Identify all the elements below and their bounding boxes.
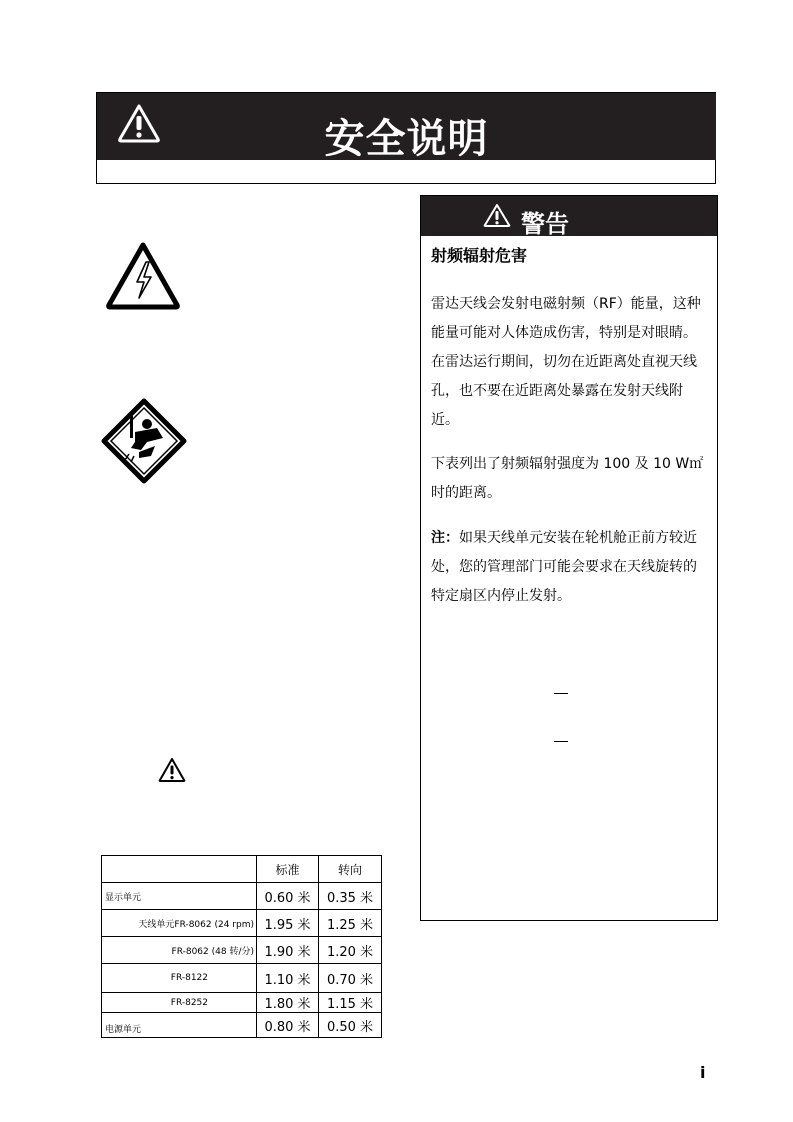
note-label: 注： <box>431 530 459 546</box>
page-title: 安全说明 <box>324 116 489 160</box>
divider-dash <box>554 741 568 742</box>
table-header-row <box>102 856 382 883</box>
warning-triangle-icon <box>483 203 511 228</box>
table-row <box>102 1013 382 1038</box>
warning-triangle-icon <box>158 757 186 783</box>
table-header-cell <box>102 856 257 883</box>
row-label: 显示单元 <box>102 883 257 910</box>
standard-value: 1.80 米 <box>257 993 319 1013</box>
turning-value: 0.50 米 <box>319 1013 382 1038</box>
turning-value: 1.25 米 <box>319 910 382 937</box>
table-header-cell: 转向 <box>319 856 382 883</box>
warning-paragraph: 雷达天线会发射电磁射频（RF）能量，这种能量可能对人体造成伤害，特别是对眼睛。在雷达运行期间，切勿在近距离处直视天线孔，也不要在近距离处暴露在发射天线附近。 <box>431 296 701 428</box>
turning-value: 1.15 米 <box>319 993 382 1013</box>
warning-paragraph: 下表列出了射频辐射强度为 100 及 10 W㎡ 时的距离。 <box>431 456 704 501</box>
fall-hazard-icon <box>101 398 187 484</box>
standard-value: 1.90 米 <box>257 937 319 964</box>
table-row <box>102 910 382 937</box>
warning-header <box>421 196 717 236</box>
standard-value: 0.80 米 <box>257 1013 319 1038</box>
row-label: 电源单元 <box>102 1013 257 1038</box>
distance-table <box>101 855 382 1038</box>
divider-dash <box>554 693 568 694</box>
row-label: FR-8122 <box>102 964 257 993</box>
standard-value: 1.10 米 <box>257 964 319 993</box>
standard-value: 1.95 米 <box>257 910 319 937</box>
page-number: i <box>700 1063 706 1082</box>
warning-note <box>431 524 707 611</box>
table-row <box>102 993 382 1013</box>
electric-shock-icon <box>106 242 180 310</box>
note-text: 如果天线单元安装在轮机舱正前方较近处，您的管理部门可能会要求在天线旋转的特定扇区内停止发射。 <box>431 530 697 604</box>
warning-subheading: 射频辐射危害 <box>431 246 528 265</box>
turning-value: 0.35 米 <box>319 883 382 910</box>
title-banner <box>97 93 716 160</box>
table-row <box>102 883 382 910</box>
turning-value: 0.70 米 <box>319 964 382 993</box>
table-row <box>102 937 382 964</box>
row-label: 天线单元FR-8062 (24 rpm) <box>102 910 257 937</box>
warning-heading: 警告 <box>521 210 569 236</box>
standard-value: 0.60 米 <box>257 883 319 910</box>
turning-value: 1.20 米 <box>319 937 382 964</box>
table-row <box>102 964 382 993</box>
row-label: FR-8062 (48 转/分) <box>102 937 257 964</box>
table-header-cell: 标准 <box>257 856 319 883</box>
row-label: FR-8252 <box>102 993 257 1013</box>
